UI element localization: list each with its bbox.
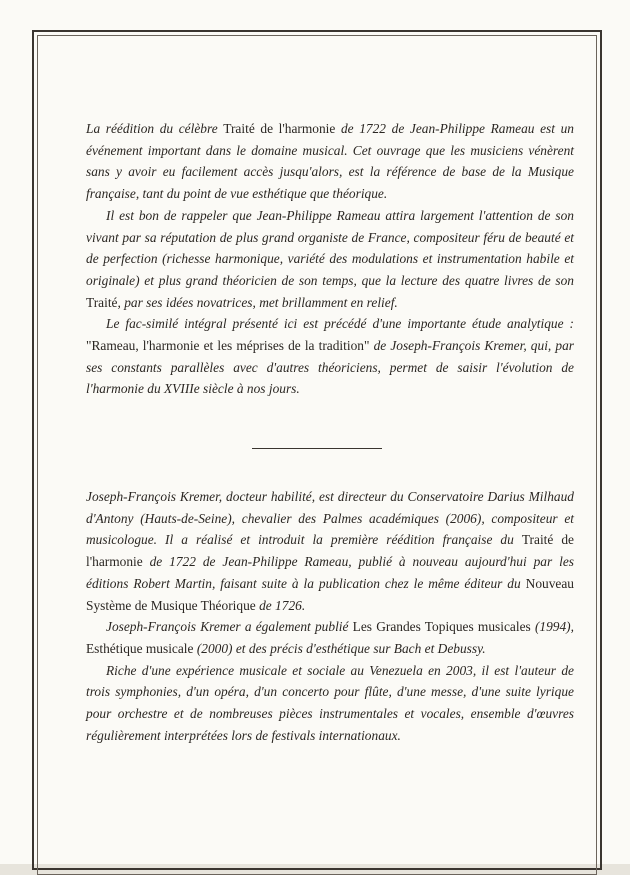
text-run: Le fac-similé intégral présenté ici est précédé d'une importante étude analytique : — [106, 316, 574, 332]
title-run: Traité — [86, 294, 118, 310]
title-run: Esthétique musicale — [86, 640, 194, 656]
bio-paragraph-1 — [86, 486, 574, 616]
text-run: , par ses idées novatrices, met brillamment en relief. — [117, 294, 398, 310]
text-run: de 1722 de Jean-Philippe Rameau est un événement important dans le domaine musical. Cet ouvrage que les musiciens vénèrent sans y avoir eu facilement accès jusqu'alors, est la référence de base de la Musique française, tant du point de vue esthétique que théorique. — [86, 121, 574, 202]
title-run: Traité de l'harmonie — [86, 532, 574, 570]
presentation-section — [86, 118, 574, 400]
paragraph-1 — [86, 118, 574, 205]
title-run: Les Grandes Topiques musicales — [352, 619, 531, 635]
title-run: Nouveau Système de Musique Théorique — [86, 575, 574, 613]
text-run: de Joseph-François Kremer, qui, par ses constants parallèles avec d'autres théoriciens, permet de saisir l'évolution de l'harmonie du XVIIIe siècle à nos jours. — [86, 338, 574, 397]
bio-paragraph-3 — [86, 660, 574, 747]
title-run: Traité de l'harmonie — [223, 121, 336, 136]
paragraph-3 — [86, 313, 574, 400]
text-run: La réédition du célèbre — [86, 121, 224, 136]
text-run: Riche d'une expérience musicale et sociale au Venezuela en 2003, il est l'auteur de trois symphonies, d'un opéra, d'un concerto pour flûte, d'une messe, d'une suite lyrique pour orchestre et de nombreuses pièces instrumentales et vocales, ensemble d'œuvres régulièrement interprétées lors de festivals internationaux. — [86, 662, 574, 743]
bio-paragraph-2 — [86, 616, 574, 659]
text-run: de 1726. — [255, 597, 306, 613]
author-bio-section — [86, 486, 574, 746]
section-divider — [252, 448, 382, 449]
text-run: (1994), — [530, 619, 574, 635]
text-run: Joseph-François Kremer a également publié — [106, 619, 353, 635]
paragraph-2 — [86, 205, 574, 314]
title-run: "Rameau, l'harmonie et les méprises de la tradition" — [86, 338, 370, 354]
text-run: de 1722 de Jean-Philippe Rameau, publié à nouveau aujourd'hui par les éditions Robert Martin, faisant suite à la publication chez le même éditeur du — [86, 554, 574, 591]
text-run: (2000) et des précis d'esthétique sur Bach et Debussy. — [193, 640, 486, 656]
text-run: Il est bon de rappeler que Jean-Philippe Rameau attira largement l'attention de son vivant par sa réputation de plus grand organiste de France, compositeur féru de beauté et de perfection (richesse harmonique, variété des modulations et instrumentation habile et originale) et plus grand théoricien de son temps, que la lecture des quatre livres de son — [86, 207, 574, 288]
text-run: Joseph-François Kremer, docteur habilité, est directeur du Conservatoire Darius Milhaud d'Antony (Hauts-de-Seine), chevalier des Palmes académiques (2006), compositeur et musicologue. Il a réalisé et introduit la première réédition française du — [86, 489, 574, 548]
